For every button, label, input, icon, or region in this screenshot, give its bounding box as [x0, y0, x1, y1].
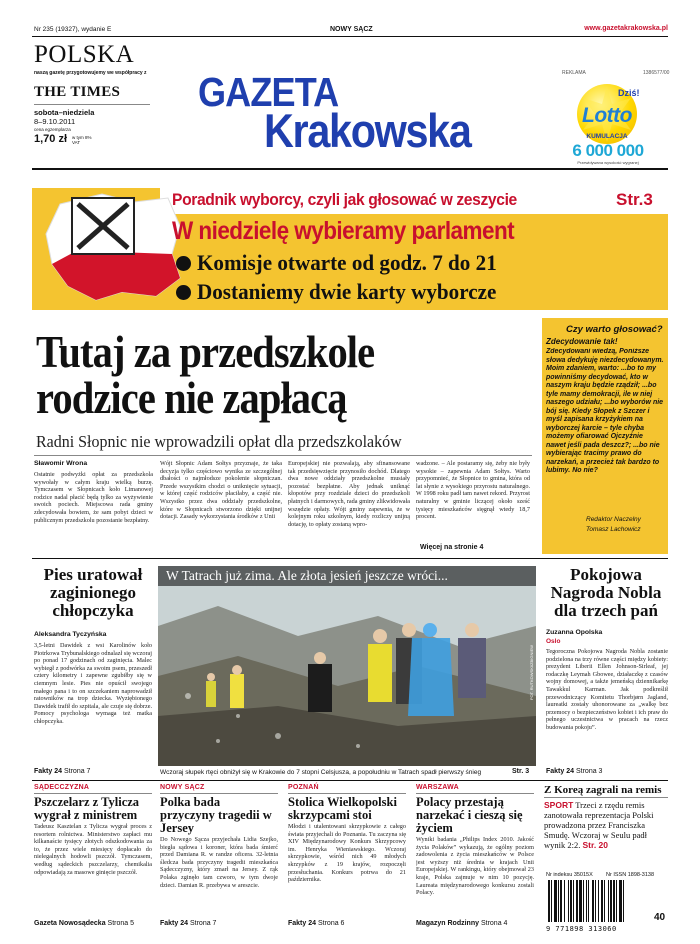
bullet-dot — [176, 256, 191, 271]
lotto-brand: Lotto — [582, 104, 632, 127]
edition-region: NOWY SĄCZ — [330, 26, 373, 33]
election-bullet-hours: Komisje otwarte od godz. 7 do 21 — [197, 250, 497, 275]
dog-author: Aleksandra Tyczyńska — [34, 631, 107, 638]
sport-headline: Z Koreą zagrali na remis — [544, 784, 662, 796]
voter-guide-page[interactable]: Str.3 — [616, 190, 653, 209]
story-text: Do Nowego Sącza przyjechała Lidia Szejko, biegła sądowa i koroner, która bada śmierć przed Damiana R. w randze oficera. 32-letnia śledcza bada przyczyny tragedii mieszkańca Sądecczyzny, który zmarł na Jersey. Z rąk Polaka zginęło tam czworo, w tym dwoje dzieci. Damian R. przebywa w areszcie. — [160, 836, 278, 889]
dog-headline: Pies uratował zaginionego chłopczyka — [43, 565, 143, 620]
polska-logo: POLSKA — [34, 41, 135, 68]
story-headline: Stolica Wielkopolski skrzypcami stoi — [288, 795, 397, 822]
sport-label: SPORT — [544, 800, 574, 810]
story-text: Tadeusz Kasztelan z Tylicza wygrał proces z resortem rolnictwa. Ministerstwo zapłaci mu kilkanaście tysięcy złotych odszkodowania za to, że przez wiele miesięcy dopłacało do nielegalnych hodowli pszczół. Tymczasem, według sądeckich pszczelarzy, chemikalia odpowiadają za masowe ginięcie pszczół. — [34, 823, 152, 876]
vat-info: w tym 8% VAT — [72, 135, 92, 145]
main-col-3: Europejskiej nie pozwalają, aby sfinansowane tak przedsięwzięcie przynosiło dochód. Dlatego dwa nowe oddziały przedszkolne musiały pozostać bezpłatne. Aby jednak uniknąć kłopotów przy rozdziale dzieci do przedszkoli płatnych i darmowych, rada gminy zlikwidowała wszędzie opłaty. Wójt gminy zapewnia, że w kolejnym roku szkolnym, kiedy rozliczy unijną dotację, to opłaty zostaną wpro- — [288, 460, 410, 528]
editorial-question: Czy warto głosować? — [566, 324, 663, 335]
sport-page-link[interactable]: Str. 20 — [582, 840, 609, 850]
editorial-text: Zdecydowani wiedzą, Poniższe słowa dedykuję niezdecydowanym. Moim zdaniem, warto: ...bo to my powinniśmy decydować, kto w naszym kraju będzie rządził; ...bo tyle mamy demokracji, ile w niej naszego udziału; ...bo wyborów nie bój się. Kiedy Słopek z Szczer i myśl zapisana krzyżykiem na wyborczej karcie – tyle chyba możemy ofiarować Ojczyźnie nawet jeśli pada deszcz?; ...bo nie wybierając tracimy prawo do narzekań, a przecież tak bardzo to lubimy. No nie? — [546, 348, 664, 474]
sport-text: Trzeci z rzędu remis zanotowała reprezentacja Polski prowadzona przez Franciszka Smudę. Wczoraj w Seulu padł wynik 2:2. — [544, 800, 654, 850]
photo-credit: FOT. RUTKOWSKI/ZBIGNIEW — [529, 645, 534, 700]
photo-caption: Wczoraj słupek rtęci obniżył się w Krakowie do 7 stopni Celsjusza, a popołudniu w Tatrach spadł pierwszy śnieg — [160, 769, 482, 776]
main-col-2: Wójt Słopnic Adam Sołtys przyznaje, że taka decyzja tylko częściowo wynika ze szczególnej dbałości o najmłodsze pokolenie słopniczan. Przede wszystkim chodzi o uniknięcie sytuacji, w której część rodziców płaciłaby, a część nie. Wszystko przez dwa oddziały przedszkolne, które w Słopnicach stworzono dzięki unijnej dotacji. Zasady wykorzystania środków z Unii — [160, 460, 282, 521]
bottom-2-ref[interactable]: Fakty 24 Strona 7 — [160, 920, 217, 927]
election-bullet-ballots: Dostaniemy dwie karty wyborcze — [197, 279, 497, 304]
ad-label: REKLAMA — [562, 70, 586, 76]
nobel-dateline: Oslo — [546, 638, 561, 645]
photo-page-link[interactable]: Str. 3 — [512, 768, 530, 775]
main-headline-2: rodzice nie zapłacą — [36, 373, 347, 423]
nobel-text: Tegoroczna Pokojowa Nagroda Nobla zostanie podzielona na trzy równe części między kobiety: prezydent Liberii Ellen Johnson-Sirleaf, jej rodaczkę Leymah Gbowee, działaczkę z czasów wojny domowej, a także jemeńską dziennikarkę Tawakkul Karman. Jak podkreślił przewodniczący Komitetu Thorbjørn Jagland, laureatki zostały uhonorowane za „walkę bez przemocy o bezpieczeństwo kobiet i ich praw do pełnego uczestnictwa w pracach na rzecz budowania pokoju”. — [546, 648, 668, 731]
index-number: Nr indeksu 35015X — [546, 872, 593, 878]
lotto-disclaimer: Przewidywana wysokość wygranej — [577, 160, 639, 165]
section-label: POZNAŃ — [288, 784, 319, 791]
story-headline: Polacy przestają narzekać i cieszą się życiem — [416, 795, 523, 835]
bottom-story-1 — [34, 784, 152, 900]
section-label: NOWY SĄCZ — [160, 784, 205, 791]
story-headline: Pszczelarz z Tylicza wygrał z ministrem — [34, 795, 140, 822]
lotto-today: Dziś! — [618, 88, 640, 98]
mountain-hikers-image — [158, 566, 536, 766]
nobel-ref[interactable]: Fakty 24 Strona 3 — [546, 768, 603, 775]
bottom-1-ref[interactable]: Gazeta Nowosądecka Strona 5 — [34, 920, 135, 927]
date-days: sobota–niedziela — [34, 108, 95, 117]
price-label: cena egzemplarza — [34, 127, 71, 132]
main-col-4: wadzone. – Ale postaramy się, żeby nie były wysokie – zapewnia Adam Sołtys. Warto przypomnieć, że Słopnice to gmina, która od lat słynie z wysokiego przyrostu naturalnego. W 1998 roku padł tam nawet rekord. Przyrost naturalny w gminie liczącej około sześć tysięcy mieszkańców sięgnął wtedy 18,7 procent. — [416, 460, 530, 521]
bottom-story-2 — [160, 784, 278, 913]
nobel-headline: Pokojowa Nagroda Nobla dla trzech pań — [550, 565, 662, 620]
website-link[interactable]: www.gazetakrakowska.pl — [584, 25, 668, 32]
editorial-answer: Zdecydowanie tak! — [546, 337, 618, 346]
barcode-icon — [546, 880, 650, 924]
main-headline-1: Tutaj za przedszkole — [36, 327, 375, 377]
title-gazeta: GAZETA — [198, 69, 339, 115]
bottom-3-ref[interactable]: Fakty 24 Strona 6 — [288, 920, 345, 927]
price: 1,70 zł — [34, 133, 68, 145]
bottom-story-3 — [288, 784, 406, 900]
barcode-edition: 40 — [654, 912, 666, 923]
ad-code: 1386577/00 — [643, 70, 670, 76]
issue-number: Nr 235 (19327), wydanie E — [34, 26, 112, 33]
title-krakowska: Krakowska — [264, 104, 471, 157]
story-headline: Polka bada przyczyny tragedii w Jersey — [160, 795, 272, 835]
bullet-dot — [176, 285, 191, 300]
main-continued-link[interactable]: Więcej na stronie 4 — [420, 544, 484, 551]
nobel-author: Zuzanna Opolska — [546, 629, 603, 636]
polska-tagline: naszą gazetę przygotowujemy we współpracy z — [34, 70, 147, 76]
times-logo: THE TIMES — [34, 84, 121, 100]
section-label: WARSZAWA — [416, 784, 459, 791]
photo-headline: W Tatrach już zima. Ale złota jesień jeszcze wróci... — [166, 568, 448, 583]
bottom-4-ref[interactable]: Magazyn Rodzinny Strona 4 — [416, 920, 508, 927]
election-headline: W niedzielę wybieramy parlament — [172, 217, 515, 245]
story-text: Wyniki badania „Philips Index 2010. Jakość życia Polaków” wykazują, że ogólny poziom zadowolenia z życia mieszkańców w Polsce jest wyższy niż średnia w krajach Unii Europejskiej. W rankingu, który obejmował 23 kraje, Polska zajmuje w nim 10 pozycję. Laureata międzynarodowego konkursu zostali Polacy. — [416, 836, 534, 897]
voter-guide-title: Poradnik wyborcy, czyli jak głosować w zeszycie — [172, 190, 517, 209]
issn-number: Nr ISSN 1898-3138 — [606, 872, 654, 878]
tatra-photo — [158, 566, 536, 766]
bottom-story-4 — [416, 784, 534, 913]
barcode-digits: 9 771898 313060 — [546, 925, 617, 933]
story-text: Młodzi i utalentowani skrzypkowie z całego świata przyjechali do Poznania. Tu zaczyna się XIV Międzynarodowy Konkurs Skrzypcowy im. Henryka Wieniawskiego. Wczoraj skrzypkowie, wśród nich 49 młodych skrzypków z 19 krajów, rozpoczęli przesłuchania. Konkurs potrwa do 21 października. — [288, 823, 406, 884]
editorial-signature-name: Tomasz Lachowicz — [586, 526, 641, 533]
lotto-amount: 6 000 000 — [572, 141, 644, 160]
section-label: SĄDECCZYZNA — [34, 784, 90, 791]
editorial-signature-title: Redaktor Naczelny — [586, 516, 641, 523]
main-author: Sławomir Wrona — [34, 460, 88, 467]
main-col-1: Ostatnie podwyżki opłat za przedszkola wywołały w całym kraju wielką burzę. Tymczasem w Słopnicach koło Limanowej rodzice nadal płacić będą tylko za wyżywienie swoich pociech. Miejscowa rada gminy zdecydowała bowiem, że sam pobyt dzieci w publicznym przedszkolu pozostanie bezpłatny. — [34, 471, 153, 524]
dog-text: 3,5-letni Dawidek z wsi Karolinów koło Piotrkowa Trybunalskiego odnalazł się wczoraj po ponad 17 godzinach od zaginięcia. Malec wybiegł z podwórka za swoim psem, przeszedł cztery kilometry i zapewne zgubiłby się w ciemnym lesie. Pies nie opuścił swojego małego pana i to on szczekaniem naprowadził ratowników na trop dziecka. Wyziębionego Dawidek trafił do szpitala, ale czuje się dobrze. Pomocy psychologa wymaga też matka chłopczyka. — [34, 642, 152, 725]
date-range: 8–9.10.2011 — [34, 117, 76, 126]
sport-block — [544, 800, 668, 850]
main-subhead: Radni Słopnic nie wprowadzili opłat dla przedszkolaków — [36, 432, 402, 451]
poland-ballot-icon — [38, 182, 188, 308]
dog-ref[interactable]: Fakty 24 Strona 7 — [34, 768, 91, 775]
lotto-kumulacja: KUMULACJA — [586, 133, 628, 140]
